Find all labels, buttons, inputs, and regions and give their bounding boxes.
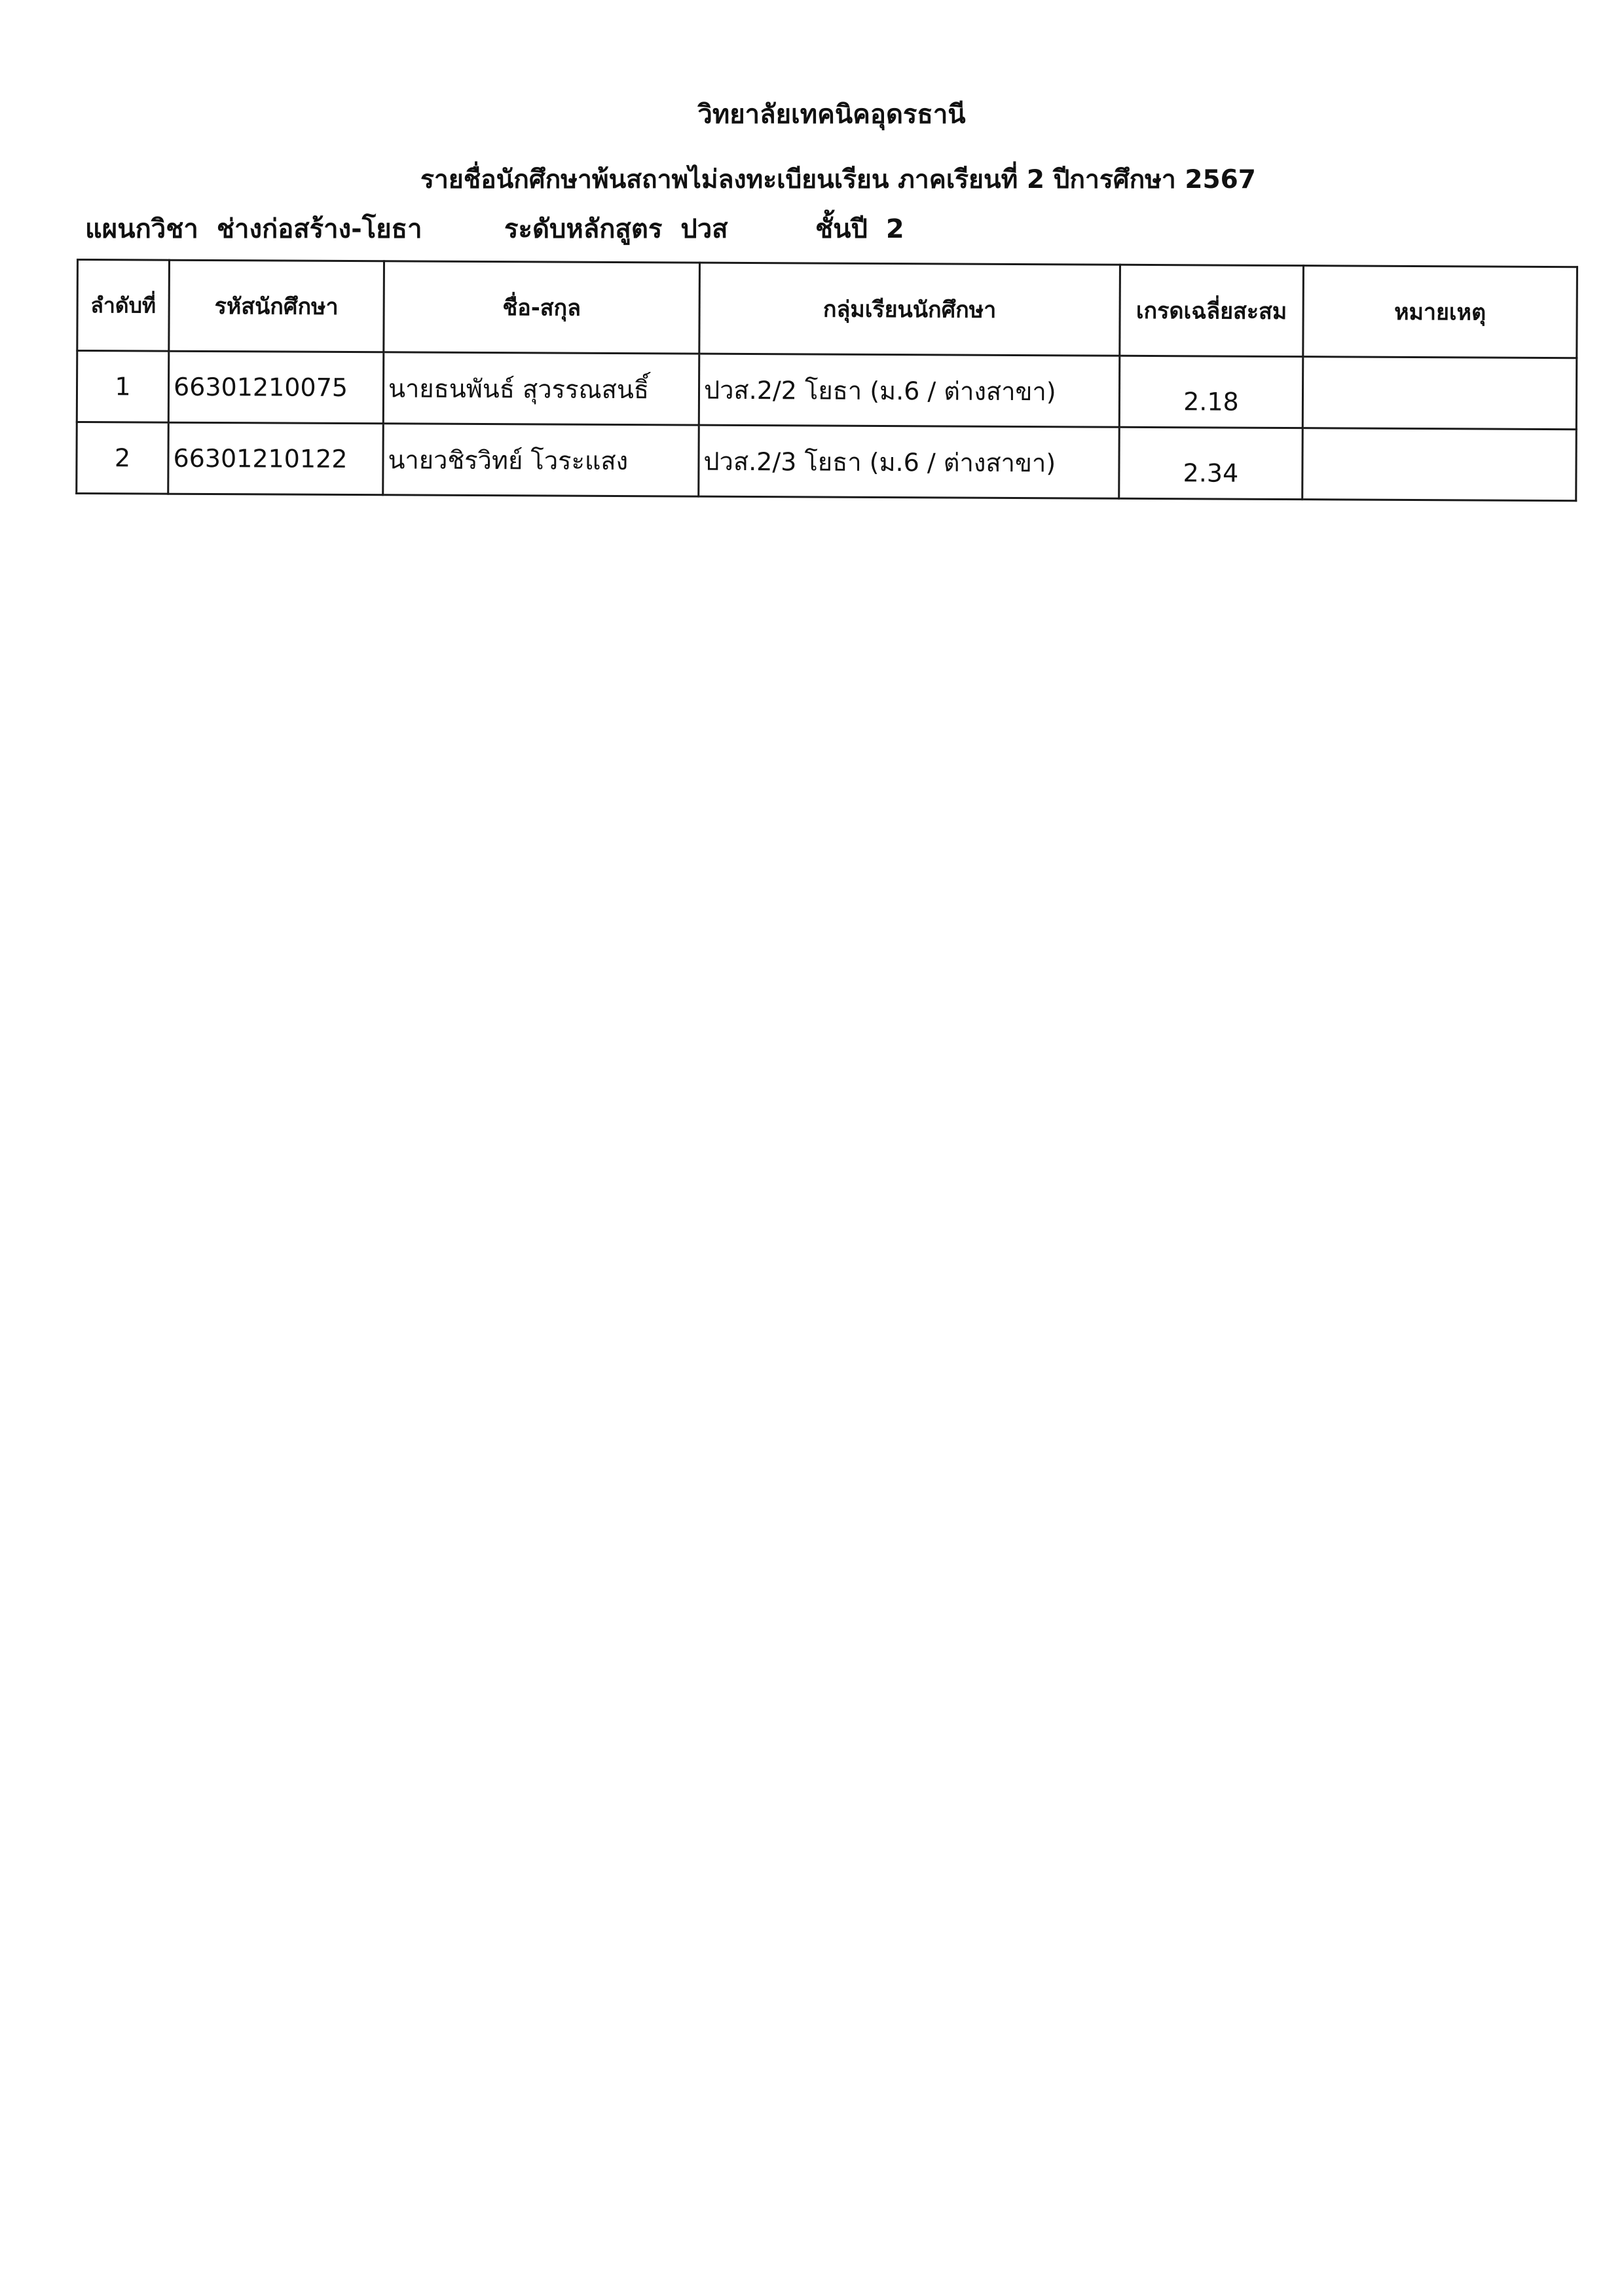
level-info	[504, 216, 728, 242]
department-value: ช่างก่อสร้าง-โยธา	[216, 214, 422, 244]
cell-note	[1302, 428, 1577, 501]
table-row	[77, 351, 1577, 430]
cell-group: ปวส.2/3 โยธา (ม.6 / ต่างสาขา)	[699, 425, 1120, 498]
student-table	[75, 259, 1578, 502]
column-header-no: ลำดับที่	[77, 260, 170, 352]
document-subtitle: รายชื่อนักศึกษาพ้นสถาพไม่ลงทะเบียนเรียน ภาคเรียนที่ 2 ปีการศึกษา 2567	[420, 165, 1256, 194]
student-table-container	[75, 259, 1578, 502]
department-info	[85, 216, 422, 242]
cell-student-id: 66301210122	[168, 422, 384, 495]
cell-group: ปวส.2/2 โยธา (ม.6 / ต่างสาขา)	[699, 354, 1120, 427]
column-header-note: หมายเหตุ	[1303, 266, 1578, 358]
column-header-name: ชื่อ-สกุล	[384, 261, 700, 354]
department-label: แผนกวิชา	[85, 214, 198, 244]
table-header-row	[77, 260, 1578, 358]
cell-no: 1	[77, 351, 169, 423]
table-row	[77, 422, 1577, 501]
cell-no: 2	[77, 422, 169, 494]
cell-name: นายธนพันธ์ สุวรรณสนธิ์	[383, 352, 699, 425]
cell-student-id: 66301210075	[168, 351, 384, 424]
column-header-group: กลุ่มเรียนนักศึกษา	[699, 263, 1120, 356]
year-label: ชั้นปี	[815, 214, 868, 244]
cell-name: นายวชิรวิทย์ โวระแสง	[383, 424, 699, 496]
cell-gpa: 2.34	[1119, 427, 1303, 499]
level-label: ระดับหลักสูตร	[504, 214, 663, 244]
cell-gpa: 2.18	[1119, 356, 1303, 428]
column-header-student-id: รหัสนักศึกษา	[169, 260, 384, 352]
year-value: 2	[885, 214, 904, 244]
level-value: ปวส	[680, 214, 728, 244]
column-header-gpa: เกรดเฉลี่ยสะสม	[1120, 265, 1304, 356]
cell-note	[1302, 357, 1577, 430]
college-title: วิทยาลัยเทคนิคอุดรธานี	[697, 100, 966, 130]
year-info	[815, 216, 904, 242]
